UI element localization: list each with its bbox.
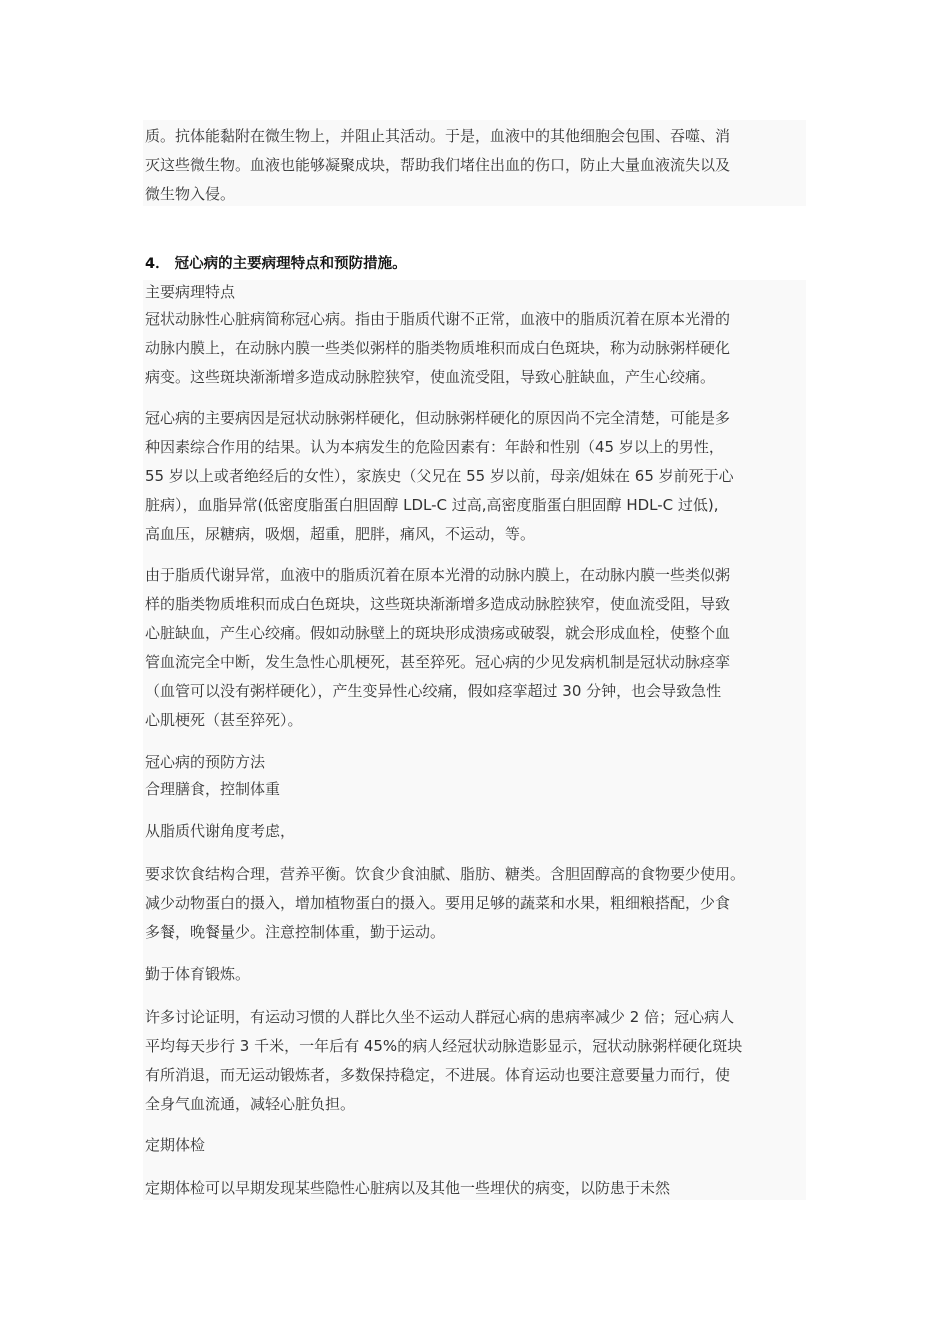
pathology-paragraph-3: 由于脂质代谢异常，血液中的脂质沉着在原本光滑的动脉内膜上，在动脉内膜一些类似粥 样的脂类物质堆积而成白色斑块，这些斑块渐渐增多造成动脉腔狭窄，使血流受阻，导致 心脏缺血，产生心绞痛。假如动脉壁上的斑块形成溃疡或破裂，就会形成血栓，使整个血 管血流完全中断，发生急性心肌梗死，甚至猝死。冠心病的少见发病机制是冠状动脉痉挛 （血管可以没有粥样硬化），产生变异性心绞痛，假如痉挛超过 30 分钟，也会导致急性 心肌梗死（甚至猝死）。 xyxy=(145,566,731,729)
prevention-label: 冠心病的预防方法 xyxy=(145,753,266,771)
checkup-paragraph: 定期体检可以早期发现某些隐性心脏病以及其他一些埋伏的病变，以防患于未然 xyxy=(145,1179,671,1197)
diet-paragraph: 要求饮食结构合理，营养平衡。饮食少食油腻、脂肪、糖类。含胆固醇高的食物要少使用。 减少动物蛋白的摄入，增加植物蛋白的摄入。要用足够的蔬菜和水果，粗细粮搭配，少食 多餐，晚餐量少。注意控制体重，勤于运动。 xyxy=(145,865,746,941)
pathology-paragraph-2: 冠心病的主要病因是冠状动脉粥样硬化，但动脉粥样硬化的原因尚不完全清楚，可能是多 种因素综合作用的结果。认为本病发生的危险因素有：年龄和性别（45 岁以上的男性， 55 岁以上或者绝经后的女性），家族史（父兄在 55 岁以前，母亲/姐妹在 65 岁前死于心 脏病），血脂异常(低密度脂蛋白胆固醇 LDL-C 过高,高密度脂蛋白胆固醇 HDL-C 过低), 高血压，尿糖病，吸烟，超重，肥胖，痛风，不运动，等。 xyxy=(145,409,734,543)
pathology-paragraph-1: 冠状动脉性心脏病简称冠心病。指由于脂质代谢不正常，血液中的脂质沉着在原本光滑的 动脉内膜上，在动脉内膜一些类似粥样的脂类物质堆积而成白色斑块，称为动脉粥样硬化 病变。这些斑块渐渐增多造成动脉腔狭窄，使血流受阻，导致心脏缺血，产生心绞痛。 xyxy=(145,310,731,386)
pathology-label: 主要病理特点 xyxy=(145,283,236,301)
section-heading: 4． 冠心病的主要病理特点和预防措施。 xyxy=(145,256,407,272)
diet-label: 合理膳食，控制体重 xyxy=(145,780,281,798)
checkup-label: 定期体检 xyxy=(145,1136,206,1154)
exercise-label: 勤于体育锻炼。 xyxy=(145,965,251,983)
intro-paragraph: 质。抗体能黏附在微生物上，并阻止其活动。于是，血液中的其他细胞会包围、吞噬、消 灭这些微生物。血液也能够凝聚成块，帮助我们堵住出血的伤口，防止大量血液流失以及 微生物入侵。 xyxy=(145,127,731,203)
lipid-line: 从脂质代谢角度考虑， xyxy=(145,822,296,840)
exercise-paragraph: 许多讨论证明，有运动习惯的人群比久坐不运动人群冠心病的患病率减少 2 倍；冠心病人 平均每天步行 3 千米，一年后有 45%的病人经冠状动脉造影显示，冠状动脉粥样硬化斑块 有所消退，而无运动锻炼者，多数保持稳定，不进展。体育运动也要注意要量力而行，使 全身气血流通，减轻心脏负担。 xyxy=(145,1008,743,1113)
